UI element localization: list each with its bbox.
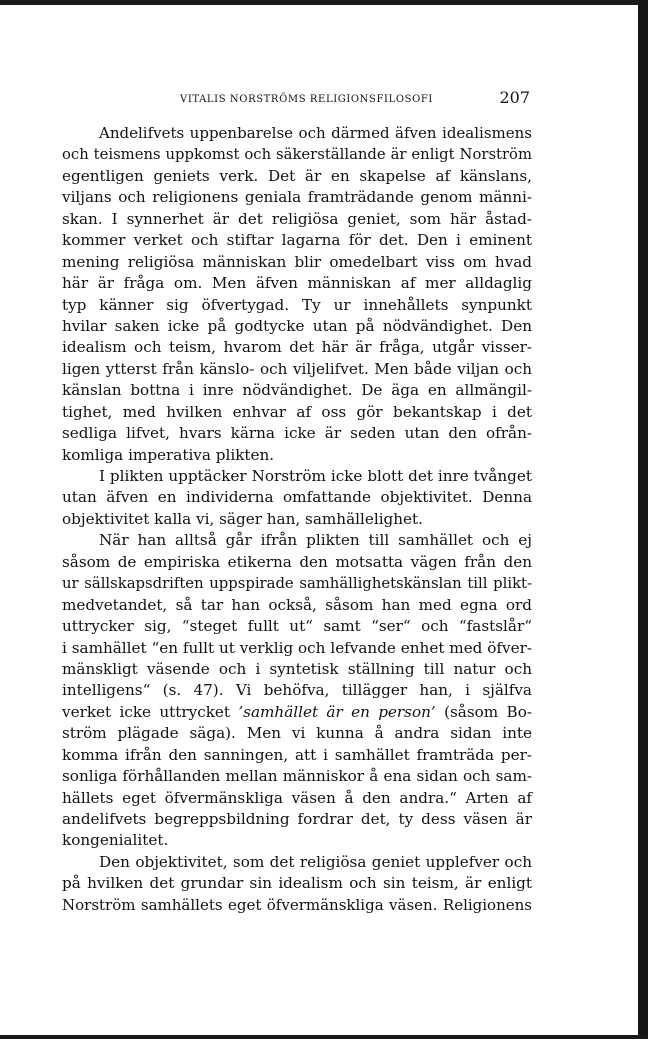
text-line: typ känner sig öfvertygad. Ty ur innehållets synpunkt (62, 295, 532, 314)
text-line: i samhället “en fullt ut verklig och lefvande enhet med öfver- (62, 638, 532, 657)
text-line: kommer verket och stiftar lagarna för det. Den i eminent (62, 231, 532, 250)
text-line: idealism och teism, hvarom det här är fråga, utgår visser- (62, 338, 532, 357)
italic-quote: ’samhället är en person’ (238, 702, 436, 721)
text-segment: (såsom Bo- (435, 702, 532, 721)
text-line: uttrycker sig, “steget fullt ut“ samt “ser“ och “fastslår“ (62, 617, 532, 636)
text-line: ström plägade säga). Men vi kunna å andra sidan inte (62, 724, 532, 743)
text-line: på hvilken det grundar sin idealism och sin teism, är enligt (62, 874, 532, 893)
text-line: tighet, med hvilken enhvar af oss gör bekantskap i det (62, 402, 532, 421)
text-line: objektivitet kalla vi, säger han, samhällelighet. (62, 509, 423, 528)
text-line: sonliga förhållanden mellan människor å ena sidan och sam- (62, 767, 532, 786)
text-line: viljans och religionens geniala framträdande genom männi- (62, 188, 532, 207)
text-line: såsom de empiriska etikerna den motsatta vägen från den (62, 552, 532, 571)
text-segment: verket icke uttrycket (62, 702, 239, 721)
text-line: mening religiösa människan blir omedelbart viss om hvad (62, 252, 532, 271)
page-number: 207 (499, 88, 530, 107)
text-line: egentligen geniets verk. Det är en skapelse af känslans, (62, 166, 532, 185)
text-line: Norström samhällets eget öfvermänskliga väsen. Religionens (62, 895, 532, 914)
text-line: Den objektivitet, som det religiösa geniet upplefver och (99, 852, 532, 871)
running-title: VITALIS NORSTRÖMS RELIGIONSFILOSOFI (180, 94, 433, 105)
body-text (62, 123, 532, 916)
text-line: I plikten upptäcker Norström icke blott det inre tvånget (99, 467, 532, 485)
page-header (62, 88, 532, 112)
text-line: När han alltså går ifrån plikten till samhället och ej (99, 531, 532, 550)
text-line: utan äfven en individerna omfattande objektivitet. Denna (62, 488, 532, 507)
text-line: kongenialitet. (62, 831, 169, 850)
text-line-with-italic (62, 702, 532, 723)
text-line: känslan bottna i inre nödvändighet. De äga en allmängil- (62, 381, 532, 400)
text-line: sedliga lifvet, hvars kärna icke är seden utan den ofrån- (62, 424, 532, 443)
page-bottom-edge (0, 1035, 648, 1039)
text-line: ligen ytterst från känslo- och viljelifvet. Men både viljan och (62, 359, 532, 378)
page-top-edge (0, 0, 648, 5)
text-line: komma ifrån den sanningen, att i samhället framträda per- (62, 745, 532, 764)
text-line: mänskligt väsende och i syntetisk ställning till natur och (62, 659, 532, 678)
text-line: skan. I synnerhet är det religiösa geniet, som här åstad- (62, 209, 532, 228)
text-line: medvetandet, så tar han också, såsom han med egna ord (62, 595, 532, 614)
text-line: och teismens uppkomst och säkerställande är enligt Norström (62, 146, 532, 164)
text-line: intelligens“ (s. 47). Vi behöfva, tillägger han, i själfva (62, 681, 532, 700)
text-line: andelifvets begreppsbildning fordrar det, ty dess väsen är (62, 810, 532, 828)
page-right-edge (638, 0, 648, 1039)
text-line: hällets eget öfvermänskliga väsen å den andra.“ Arten af (62, 788, 532, 807)
text-line: här är fråga om. Men äfven människan af mer alldaglig (62, 274, 532, 293)
text-line: Andelifvets uppenbarelse och därmed äfven idealismens (99, 124, 532, 142)
text-line: ur sällskapsdriften uppspirade samhällighetskänslan till plikt- (62, 575, 532, 593)
text-line: komliga imperativa plikten. (62, 445, 275, 464)
text-line: hvilar saken icke på godtycke utan på nödvändighet. Den (62, 316, 532, 335)
